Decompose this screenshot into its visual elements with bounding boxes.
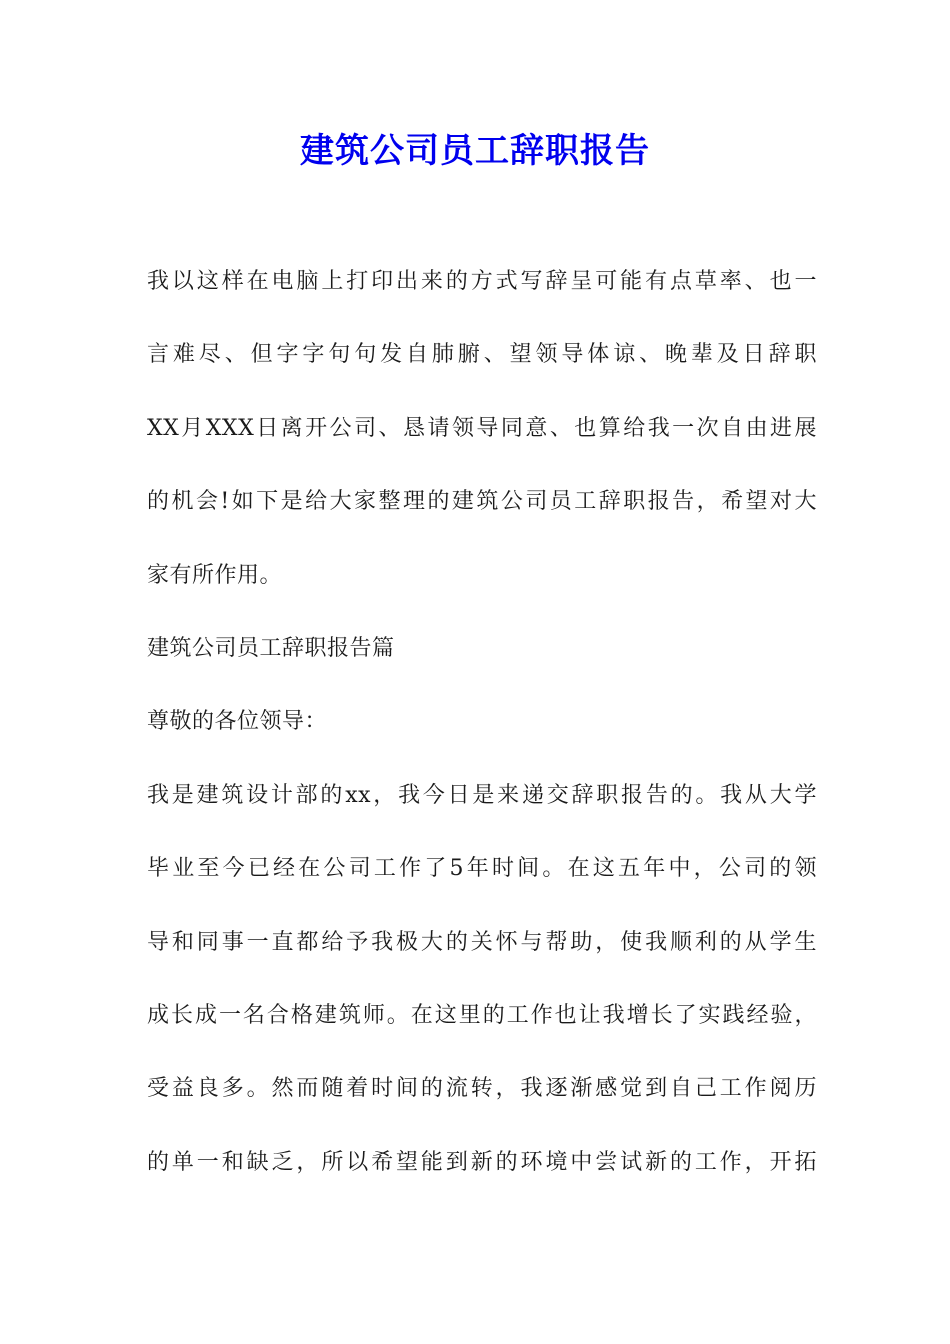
section-heading: 建筑公司员工辞职报告篇 [147,635,395,661]
body-line: 受益良多。然而随着时间的流转，我逐渐感觉到自己工作阅历 [147,1076,817,1102]
document-title: 建筑公司员工辞职报告 [300,131,650,171]
body-line: 言难尽、但字字句句发自肺腑、望领导体谅、晚辈及日辞职 [147,342,817,368]
body-line: XX月XXX日离开公司、恳请领导同意、也算给我一次自由进展 [147,415,817,441]
body-line: 的机会!如下是给大家整理的建筑公司员工辞职报告，希望对大 [147,489,817,515]
body-line: 毕业至今已经在公司工作了5年时间。在这五年中，公司的领 [147,856,817,882]
body-line: 导和同事一直都给予我极大的关怀与帮助，使我顺利的从学生 [147,929,817,955]
salutation: 尊敬的各位领导： [147,709,328,735]
body-line: 的单一和缺乏，所以希望能到新的环境中尝试新的工作，开拓 [147,1149,817,1175]
body-line: 我是建筑设计部的xx，我今日是来递交辞职报告的。我从大学 [147,782,817,808]
body-line: 成长成一名合格建筑师。在这里的工作也让我增长了实践经验， [147,1002,817,1028]
document-body [147,264,817,1218]
body-line: 我以这样在电脑上打印出来的方式写辞呈可能有点草率、也一 [147,269,817,294]
body-line: 家有所作用。 [147,562,283,588]
